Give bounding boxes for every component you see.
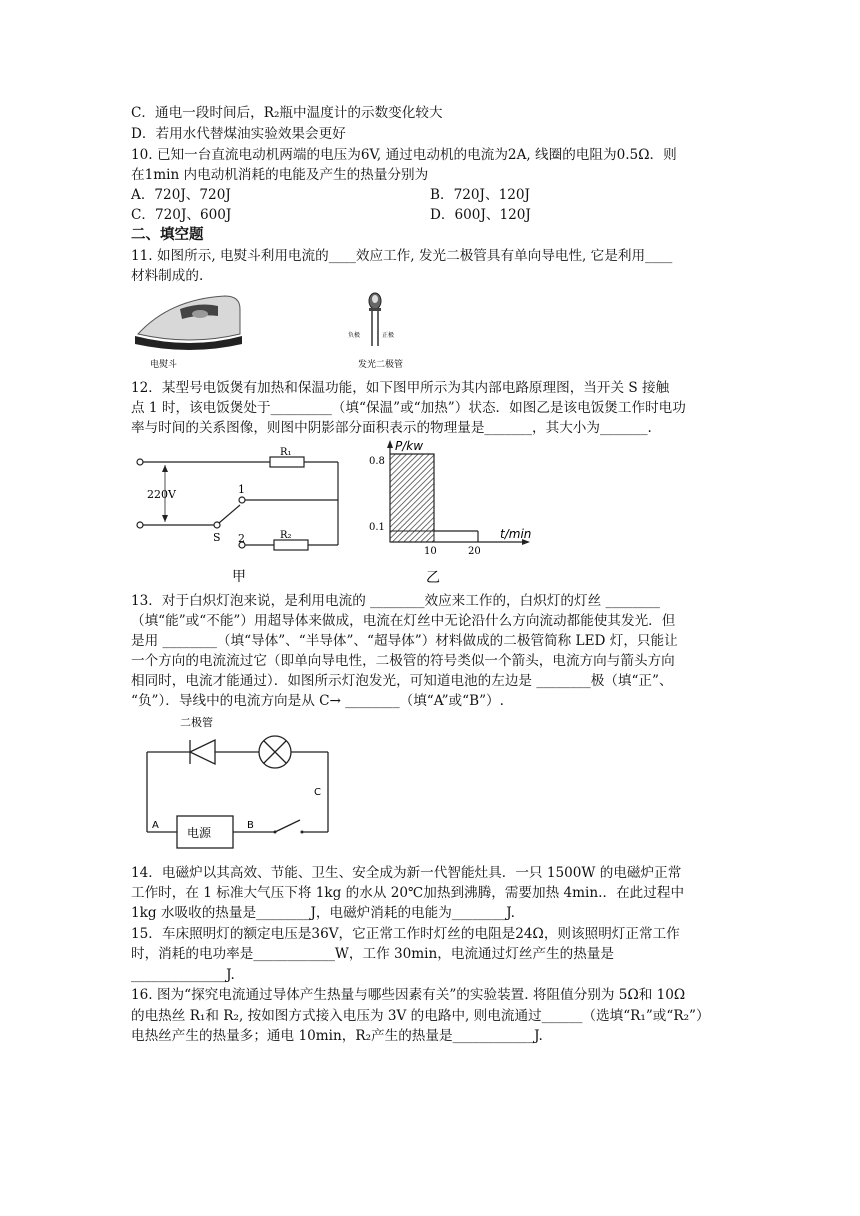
- y-axis-label: P/kw: [395, 439, 424, 453]
- fig12b-caption: 乙: [426, 570, 440, 586]
- q14-stem-1: 14．电磁炉以其高效、节能、卫生、安全成为新一代智能灶具．一只 1500W 的电磁炉正常: [131, 865, 682, 881]
- r1-label: R₁: [280, 447, 292, 458]
- q10-stem-2: 在1min 内电动机消耗的电能及产生的热量分别为: [131, 167, 429, 183]
- point-c-label: C: [314, 787, 321, 798]
- q16-stem-2: 的电热丝 R₁和 R₂, 按如图方式接入电压为 3V 的电路中, 则电流通过______（选填“R₁”或“R₂”）: [131, 1008, 710, 1024]
- q16-stem-3: 电热丝产生的热量多；通电 10min，R₂产生的热量是____________J.: [131, 1028, 543, 1044]
- fig13-circuit: [135, 712, 335, 862]
- point-a-label: A: [152, 820, 159, 831]
- diode-label: 二极管: [180, 716, 213, 729]
- q12-stem-3: 率与时间的关系图像，则图中阴影部分面积表示的物理量是_______，其大小为_______.: [131, 420, 652, 436]
- contact-1-label: 1: [238, 483, 245, 496]
- q13-stem-4: 一个方向的电流流过它（即单向导电性，二极管的符号类似一个箭头，电流方向与箭头方向: [131, 653, 675, 669]
- q16-stem-1: 16. 图为“探究电流通过导体产生热量与哪些因素有关”的实验装置. 将阻值分别为 5Ω和 10Ω: [131, 987, 686, 1003]
- q9-option-d: D．若用水代替煤油实验效果会更好: [131, 126, 346, 142]
- q10-option-b: B．720J、120J: [430, 187, 530, 203]
- graph-plot-area: [390, 454, 478, 542]
- x-tick-10: 10: [424, 546, 437, 557]
- q10-option-d: D．600J、120J: [430, 207, 531, 223]
- q13-stem-6: “负”）．导线中的电流方向是从 C→ ________（填“A”或“B”）.: [131, 693, 504, 709]
- y-tick-0.8: 0.8: [369, 456, 385, 467]
- q10-option-a: A．720J、720J: [131, 187, 231, 203]
- r2-label: R₂: [280, 530, 292, 541]
- q15-stem-2: 时，消耗的电功率是____________W，工作 30min，电流通过灯丝产生的热量是: [131, 946, 614, 962]
- fig12-power-graph: [360, 438, 540, 588]
- led-positive-label: 正极: [382, 332, 395, 339]
- section-heading: 二、填空题: [131, 227, 204, 243]
- iron-illustration: [135, 296, 242, 350]
- led-illustration: [369, 293, 381, 346]
- q14-stem-2: 工作时，在 1 标准大气压下将 1kg 的水从 20℃加热到沸腾，需要加热 4min.．在此过程中: [131, 885, 685, 901]
- switch-label: S: [213, 531, 221, 544]
- fig12-circuit: [130, 445, 350, 585]
- q12-stem-2: 点 1 时，该电饭煲处于_________（填“保温”或“加热”）状态．如图乙是该电饭煲工作时电功: [131, 400, 686, 416]
- q11-stem-1: 11. 如图所示, 电熨斗利用电流的____效应工作, 发光二极管具有单向导电性, 它是利用____: [131, 248, 673, 264]
- q13-stem-1: 13．对于白炽灯泡来说，是利用电流的 ________效应来工作的，白炽灯的灯丝 ________: [131, 593, 660, 609]
- fig12a-caption: 甲: [232, 569, 246, 585]
- led-label: 发光二极管: [358, 360, 404, 370]
- q10-option-c: C．720J、600J: [131, 207, 232, 223]
- x-tick-20: 20: [468, 546, 481, 557]
- iron-label: 电熨斗: [150, 360, 178, 370]
- q13-stem-3: 是用 ________（填“导体”、“半导体”、“超导体”）材料做成的二极管简称 LED 灯，只能让: [131, 633, 678, 649]
- led-negative-label: 负极: [348, 332, 361, 339]
- q13-stem-2: （填“能”或“不能”）用超导体来做成，电流在灯丝中无论沿什么方向流动都能使其发光．但: [131, 613, 676, 629]
- y-tick-0.1: 0.1: [369, 522, 385, 533]
- q14-stem-3: 1kg 水吸收的热量是________J，电磁炉消耗的电能为________J.: [131, 905, 515, 921]
- x-axis-label: t/min: [500, 527, 532, 541]
- shaded-energy-area: [390, 454, 434, 542]
- power-source-label: 电源: [187, 826, 212, 840]
- point-b-label: B: [247, 820, 254, 831]
- q15-stem-1: 15．车床照明灯的额定电压是36V，它正常工作时灯丝的电阻是24Ω，则该照明灯正常工作: [131, 926, 680, 942]
- contact-2-label: 2: [238, 532, 245, 545]
- voltage-label: 220V: [147, 488, 176, 501]
- q11-stem-2: 材料制成的.: [131, 268, 204, 284]
- q12-stem-1: 12．某型号电饭煲有加热和保温功能，如下图甲所示为其内部电路原理图，当开关 S 接触: [131, 380, 670, 396]
- q9-option-c: C．通电一段时间后，R₂瓶中温度计的示数变化较大: [131, 105, 443, 121]
- q13-stem-5: 相同时，电流才能通过）．如图所示灯泡发光，可知道电池的左边是 ________极（填“正”、: [131, 673, 673, 689]
- q10-stem-1: 10. 已知一台直流电动机两端的电压为6V, 通过电动机的电流为2A, 线圈的电阻为0.5Ω．则: [131, 147, 677, 163]
- q15-stem-3: ______________J.: [131, 967, 235, 983]
- fig11-images: [130, 284, 404, 376]
